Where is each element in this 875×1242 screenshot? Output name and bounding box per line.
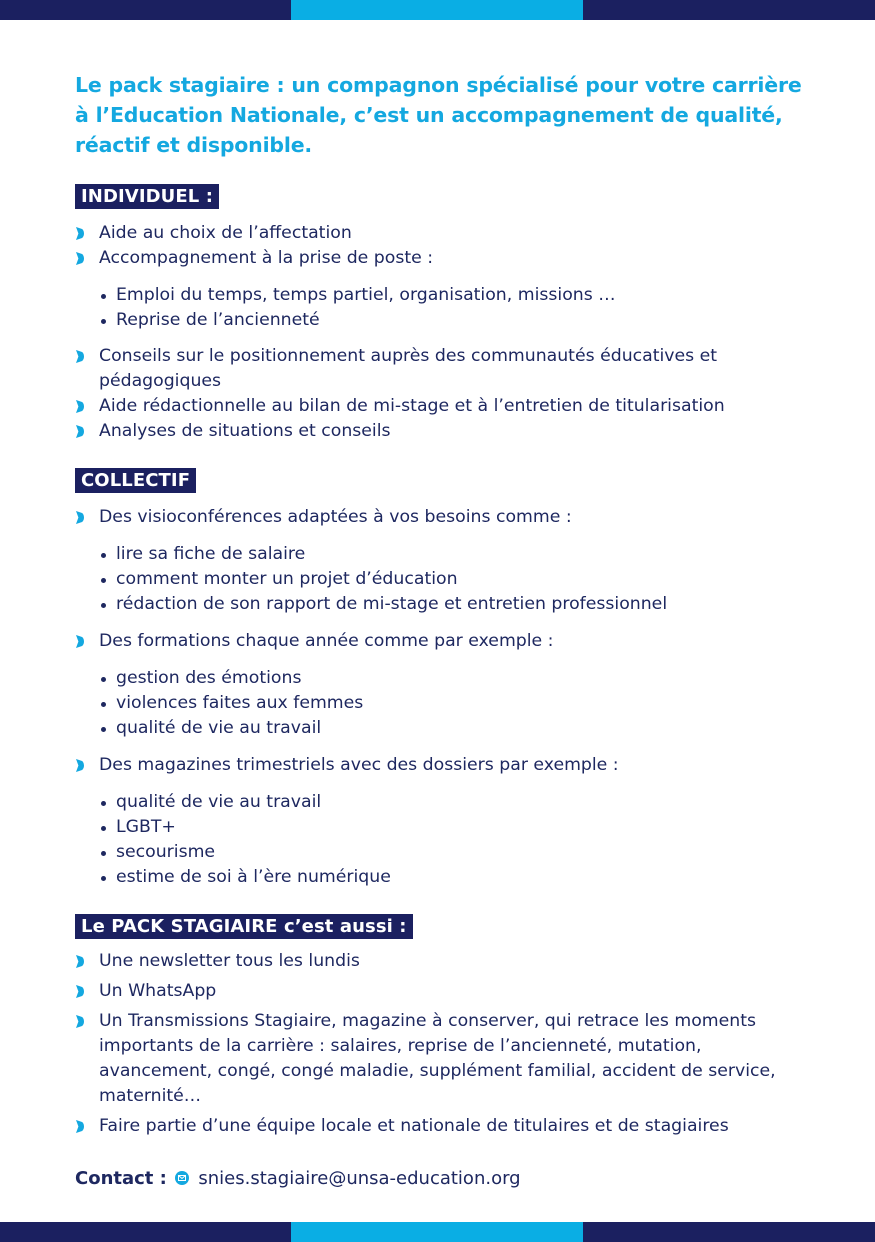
sub-list-item: violences faites aux femmes	[99, 691, 815, 716]
individuel-list	[75, 221, 815, 271]
list-item: Un Transmissions Stagiaire, magazine à conserver, qui retrace les moments importants de la carrière : salaires, reprise de l’ancienneté, mutation, avancement, congé, congé maladie, supplément familial, accident de service, maternité…	[75, 1009, 815, 1109]
chevron-bullet-icon	[76, 425, 84, 438]
chevron-bullet-icon	[76, 350, 84, 363]
individuel-list-2	[75, 344, 815, 444]
top-color-bar	[0, 0, 875, 20]
chevron-bullet-icon	[76, 227, 84, 240]
bottom-color-bar	[0, 1222, 875, 1242]
chevron-bullet-icon	[76, 635, 84, 648]
aussi-list	[75, 949, 815, 1139]
list-item: Aide au choix de l’affectation	[75, 221, 815, 246]
sub-list-item: comment monter un projet d’éducation	[99, 567, 815, 592]
chevron-bullet-icon	[76, 252, 84, 265]
visio-sublist	[99, 542, 815, 617]
sub-list-item: lire sa fiche de salaire	[99, 542, 815, 567]
chevron-bullet-icon	[76, 1015, 84, 1028]
sub-list-item: estime de soi à l’ère numérique	[99, 865, 815, 890]
intro-text: Le pack stagiaire : un compagnon spécialisé pour votre carrière à l’Education Nationale, c’est un accompagnement de qualité, réactif et disponible.	[75, 73, 802, 157]
chevron-bullet-icon	[76, 759, 84, 772]
sub-list-item: rédaction de son rapport de mi-stage et entretien professionnel	[99, 592, 815, 617]
collectif-visio	[75, 505, 815, 530]
chevron-bullet-icon	[76, 955, 84, 968]
collectif-formations	[75, 629, 815, 654]
list-item: Un WhatsApp	[75, 979, 815, 1004]
chevron-bullet-icon	[76, 511, 84, 524]
list-item: Conseils sur le positionnement auprès des communautés éducatives et pédagogiques	[75, 344, 815, 394]
section-title-aussi: Le PACK STAGIAIRE c’est aussi :	[75, 914, 413, 939]
list-item: Des magazines trimestriels avec des dossiers par exemple :	[75, 753, 815, 778]
sub-list-item: LGBT+	[99, 815, 815, 840]
list-item: Accompagnement à la prise de poste :	[75, 246, 815, 271]
chevron-bullet-icon	[76, 985, 84, 998]
section-title-individuel: INDIVIDUEL :	[75, 184, 219, 209]
list-item: Des formations chaque année comme par exemple :	[75, 629, 815, 654]
contact-label: Contact :	[75, 1168, 167, 1189]
sub-list-item: secourisme	[99, 840, 815, 865]
mail-icon	[175, 1171, 189, 1185]
sub-list-item: qualité de vie au travail	[99, 790, 815, 815]
section-title-collectif: COLLECTIF	[75, 468, 196, 493]
collectif-magazines	[75, 753, 815, 778]
page-content	[75, 70, 815, 1139]
sub-list-item: Emploi du temps, temps partiel, organisation, missions …	[99, 283, 815, 308]
individuel-sublist	[99, 283, 815, 333]
contact-email-link[interactable]: snies.stagiaire@unsa-education.org	[198, 1168, 521, 1189]
list-item: Faire partie d’une équipe locale et nationale de titulaires et de stagiaires	[75, 1114, 815, 1139]
list-item: Analyses de situations et conseils	[75, 419, 815, 444]
sub-list-item: gestion des émotions	[99, 666, 815, 691]
list-item: Une newsletter tous les lundis	[75, 949, 815, 974]
contact-line	[75, 1166, 521, 1191]
sub-list-item: Reprise de l’ancienneté	[99, 308, 815, 333]
magazines-sublist	[99, 790, 815, 890]
sub-list-item: qualité de vie au travail	[99, 716, 815, 741]
list-item: Des visioconférences adaptées à vos besoins comme :	[75, 505, 815, 530]
chevron-bullet-icon	[76, 1120, 84, 1133]
formations-sublist	[99, 666, 815, 741]
chevron-bullet-icon	[76, 400, 84, 413]
list-item: Aide rédactionnelle au bilan de mi-stage et à l’entretien de titularisation	[75, 394, 815, 419]
